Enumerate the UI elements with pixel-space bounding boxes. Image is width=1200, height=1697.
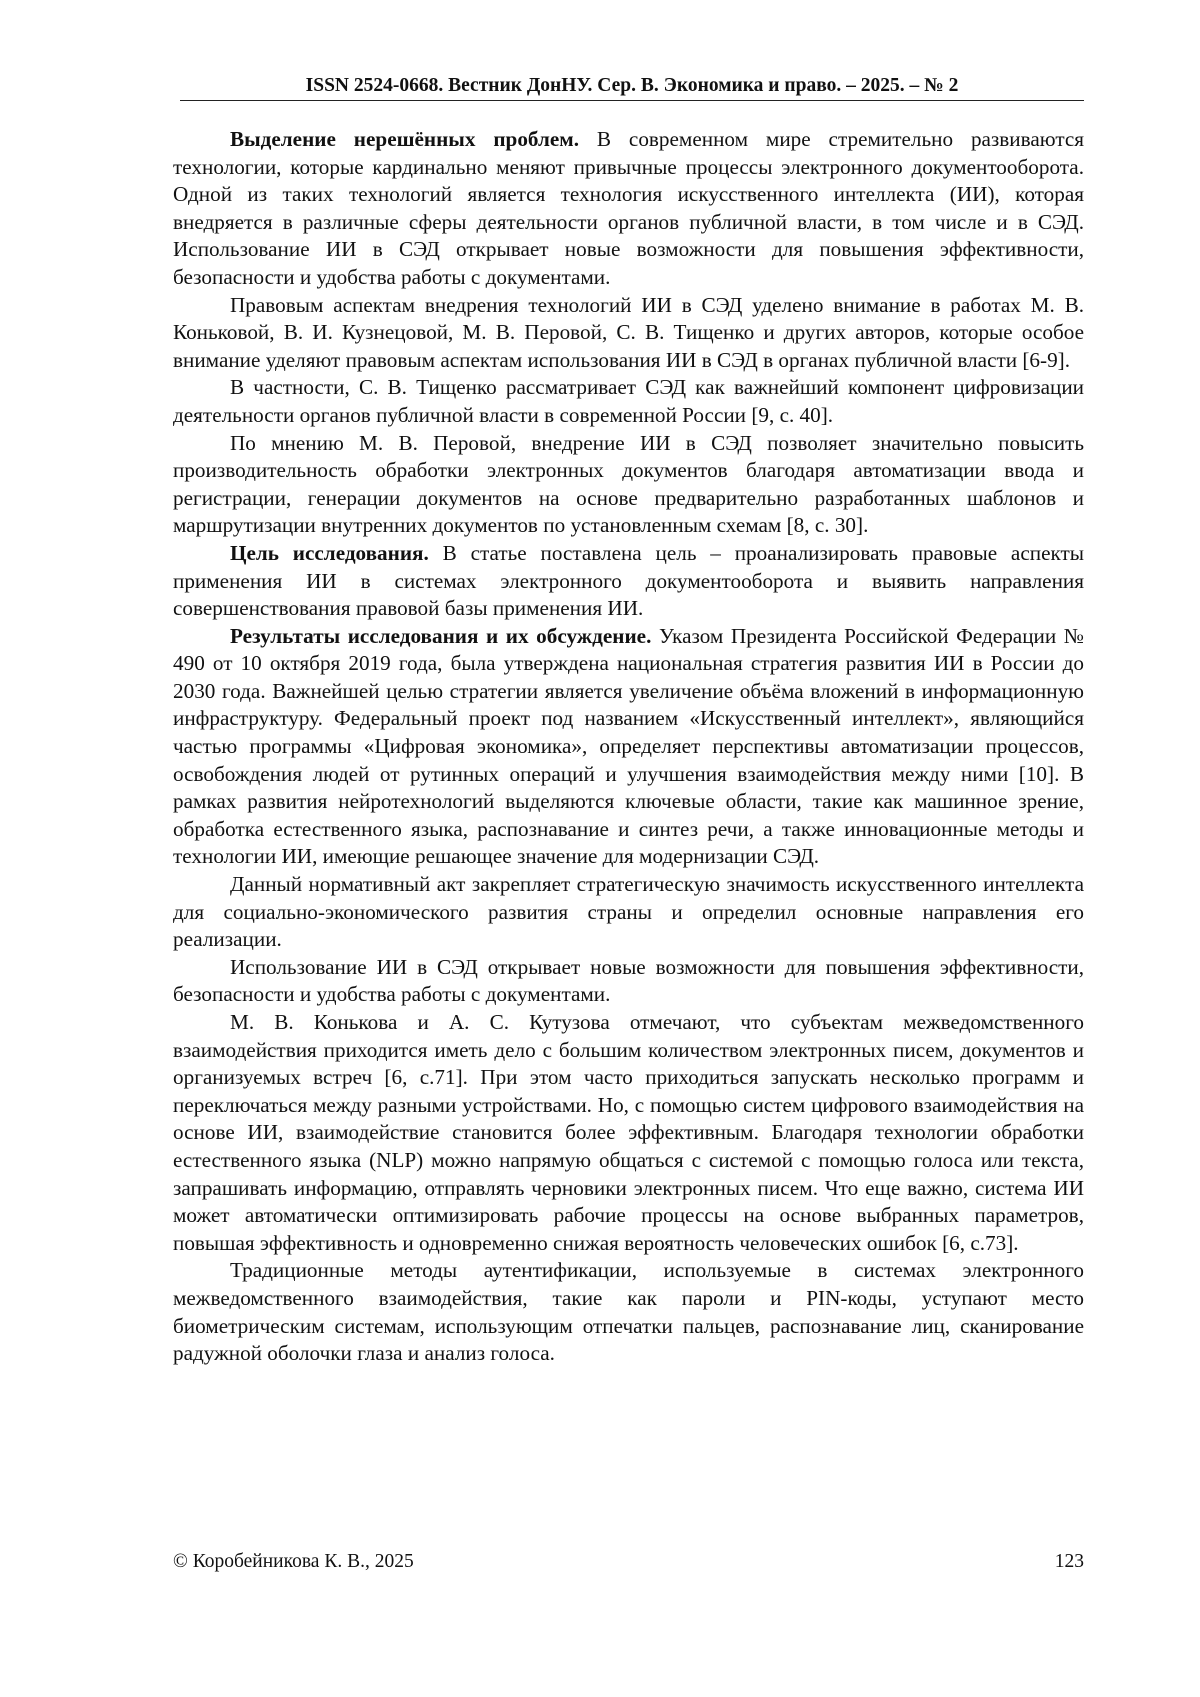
section-heading-results: Результаты исследования и их обсуждение. [230, 623, 652, 648]
paragraph-konkova-kutuzova [173, 1009, 1084, 1257]
paragraph-tishchenko [173, 374, 1084, 429]
copyright-notice: © Коробейникова К. В., 2025 [173, 1551, 414, 1572]
paragraph-authentication [173, 1257, 1084, 1367]
paragraph-text: В частности, С. В. Тищенко рассматривает СЭД как важнейший компонент цифровизации деятельности органов публичной власти в современной России [9, с. 40]. [173, 375, 1084, 427]
paragraph-text: В современном мире стремительно развиваются технологии, которые кардинально меняют привычные процессы электронного документооборота. Одной из таких технологий является технология искусственного интеллекта (ИИ), которая внедряется в различные сферы деятельности органов публичной власти, в том числе и в СЭД. Использование ИИ в СЭД открывает новые возможности для повышения эффективности, безопасности и удобства работы с документами. [173, 127, 1084, 289]
paragraph-text: Традиционные методы аутентификации, используемые в системах электронного межведомственного взаимодействия, такие как пароли и PIN-коды, уступают место биометрическим системам, использующим отпечатки пальцев, распознавание лиц, сканирование радужной оболочки глаза и анализ голоса. [173, 1258, 1084, 1366]
paragraph-text: Указом Президента Российской Федерации № 490 от 10 октября 2019 года, была утверждена национальная стратегия развития ИИ в России до 2030 года. Важнейшей целью стратегии является увеличение объёма вложений в информационную инфраструктуру. Федеральный проект под названием «Искусственный интеллект», являющийся частью программы «Цифровая экономика», определяет перспективы автоматизации процессов, освобождения людей от рутинных операций и улучшения взаимодействия между ними [10]. В рамках развития нейротехнологий выделяются ключевые области, такие как машинное зрение, обработка естественного языка, распознавание и синтез речи, а также инновационные методы и технологии ИИ, имеющие решающее значение для модернизации СЭД. [173, 623, 1084, 869]
article-body [173, 126, 1084, 1368]
page-number: 123 [1054, 1551, 1084, 1572]
paragraph-text: Правовым аспектам внедрения технологий ИИ в СЭД уделено внимание в работах М. В. Коньковой, В. И. Кузнецовой, М. В. Перовой, С. В. Тищенко и других авторов, которые особое внимание уделяют правовым аспектам использования ИИ в СЭД в органах публичной власти [6-9]. [173, 292, 1084, 372]
paragraph-text: По мнению М. В. Перовой, внедрение ИИ в СЭД позволяет значительно повысить производительность обработки электронных документов благодаря автоматизации ввода и регистрации, генерации документов на основе предварительно разработанных шаблонов и маршрутизации внутренних документов по установленным схемам [8, с. 30]. [173, 430, 1084, 538]
section-heading-research-goal: Цель исследования. [230, 540, 429, 565]
section-heading-unresolved-problems: Выделение нерешённых проблем. [230, 127, 580, 151]
header-divider [180, 100, 1084, 101]
paragraph-results-discussion [173, 623, 1084, 871]
paragraph-text: Использование ИИ в СЭД открывает новые возможности для повышения эффективности, безопасности и удобства работы с документами. [173, 954, 1084, 1007]
paragraph-research-goal [173, 540, 1084, 623]
paragraph-perova [173, 430, 1084, 540]
paragraph-unresolved-problems [173, 126, 1084, 292]
paragraph-text: М. В. Конькова и А. С. Кутузова отмечают, что субъектам межведомственного взаимодействия приходится иметь дело с большим количеством электронных писем, документов и организуемых встреч [6, с.71]. При этом часто приходиться запускать несколько программ и переключаться между разными устройствами. Но, с помощью систем цифрового взаимодействия на основе ИИ, взаимодействие становится более эффективным. Благодаря технологии обработки естественного языка (NLP) можно напрямую общаться с системой с помощью голоса или текста, запрашивать информацию, отправлять черновики электронных писем. Что еще важно, система ИИ может автоматически оптимизировать рабочие процессы на основе выбранных параметров, повышая эффективность и одновременно снижая вероятность человеческих ошибок [6, с.73]. [173, 1010, 1084, 1255]
paragraph-text: В статье поставлена цель – проанализировать правовые аспекты применения ИИ в системах электронного документооборота и выявить направления совершенствования правовой базы применения ИИ. [173, 540, 1084, 621]
paragraph-text: Данный нормативный акт закрепляет стратегическую значимость искусственного интеллекта для социально-экономического развития страны и определил основные направления его реализации. [173, 872, 1084, 952]
paragraph-normative-act [173, 871, 1084, 954]
paragraph-ai-opportunities [173, 954, 1084, 1009]
running-header: ISSN 2524-0668. Вестник ДонНУ. Сер. В. Экономика и право. – 2025. – № 2 [305, 75, 959, 96]
paragraph-legal-aspects-authors [173, 292, 1084, 375]
